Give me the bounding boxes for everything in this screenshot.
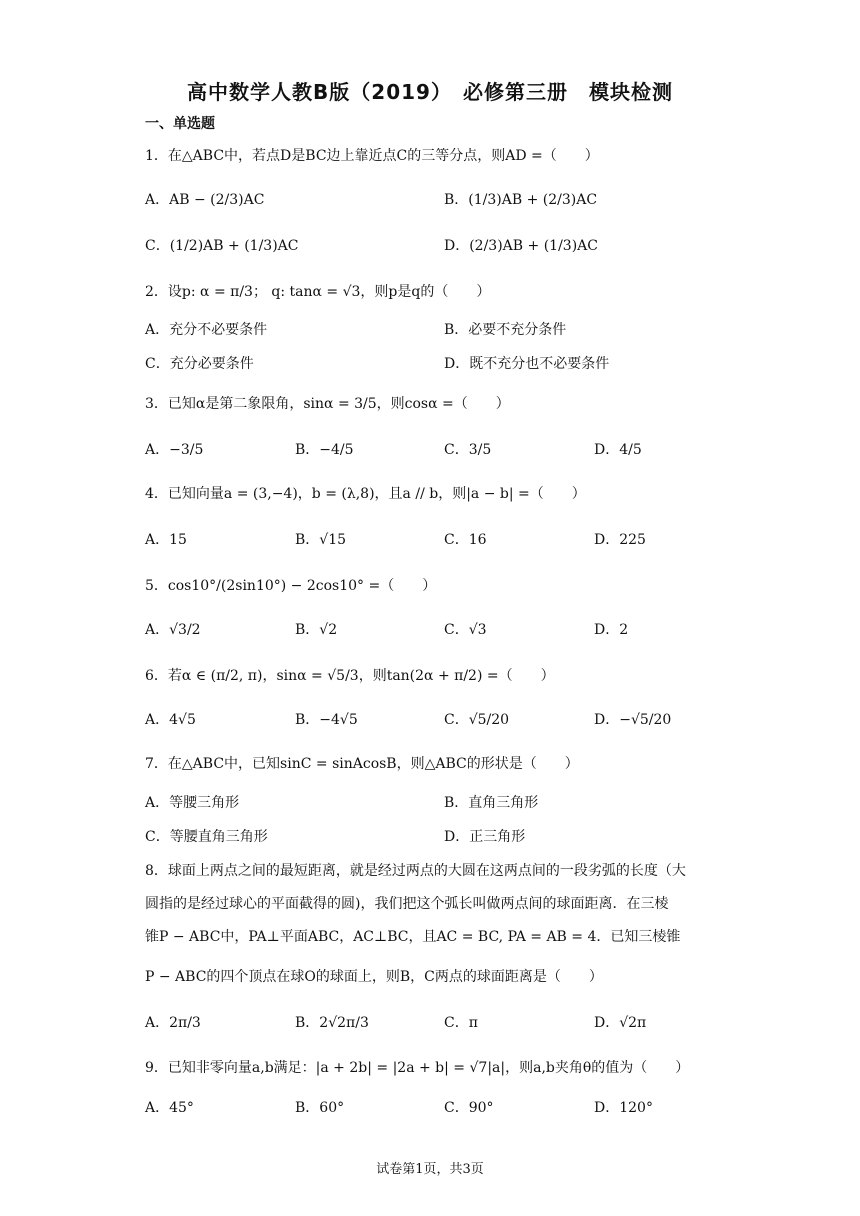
question-4-option-c: C．16 xyxy=(444,532,487,548)
question-2-option-c: C．充分必要条件 xyxy=(145,356,254,372)
question-3-option-b: B．−4/5 xyxy=(295,442,354,458)
question-6-option-c: C．√5/20 xyxy=(444,712,510,728)
question-9-stem: 9．已知非零向量a,b满足：|a + 2b| = |2a + b| = √7|a|，则a,b夹角θ的值为（ ） xyxy=(145,1060,690,1076)
question-7-option-d: D．正三角形 xyxy=(444,829,526,845)
question-5-option-b: B．√2 xyxy=(295,622,338,638)
question-8-line-4: P − ABC的四个顶点在球O的球面上，则B，C两点的球面距离是（ ） xyxy=(145,969,603,985)
question-9-option-a: A．45° xyxy=(145,1100,194,1116)
question-4-option-a: A．15 xyxy=(145,532,187,548)
section-heading: 一、单选题 xyxy=(145,116,215,132)
question-8-option-a: A．2π/3 xyxy=(145,1015,201,1031)
question-6-stem: 6．若α ∈ (π/2, π)，sinα = √5/3，则tan(2α + π/2) =（ ） xyxy=(145,668,555,684)
question-9-option-d: D．120° xyxy=(594,1100,653,1116)
question-7-stem: 7．在△ABC中，已知sinC = sinAcosB，则△ABC的形状是（ ） xyxy=(145,756,579,772)
question-6-option-b: B．−4√5 xyxy=(295,712,358,728)
question-2-stem: 2．设p: α = π/3； q: tanα = √3，则p是q的（ ） xyxy=(145,284,491,300)
question-3-option-a: A．−3/5 xyxy=(145,442,204,458)
question-2-option-b: B．必要不充分条件 xyxy=(444,322,567,338)
question-8-option-d: D．√2π xyxy=(594,1015,647,1031)
question-9-option-b: B．60° xyxy=(295,1100,345,1116)
question-5-option-d: D．2 xyxy=(594,622,629,638)
question-8-line-1: 8．球面上两点之间的最短距离，就是经过两点的大圆在这两点间的一段劣弧的长度（大 xyxy=(145,863,686,879)
question-3-stem: 3．已知α是第二象限角，sinα = 3/5，则cosα =（ ） xyxy=(145,396,510,412)
question-5-option-a: A．√3/2 xyxy=(145,622,201,638)
question-5-stem: 5．cos10°/(2sin10°) − 2cos10° =（ ） xyxy=(145,578,437,594)
question-8-line-3: 锥P − ABC中，PA⊥平面ABC，AC⊥BC，且AC = BC, PA = AB = 4．已知三棱锥 xyxy=(145,929,681,945)
question-5-option-c: C．√3 xyxy=(444,622,487,638)
question-2-option-a: A．充分不必要条件 xyxy=(145,322,268,338)
question-4-option-b: B．√15 xyxy=(295,532,347,548)
question-2-option-d: D．既不充分也不必要条件 xyxy=(444,356,610,372)
question-6-option-a: A．4√5 xyxy=(145,712,196,728)
question-7-option-a: A．等腰三角形 xyxy=(145,795,240,811)
question-4-option-d: D．225 xyxy=(594,532,646,548)
question-3-option-d: D．4/5 xyxy=(594,442,642,458)
question-4-stem: 4．已知向量a = (3,−4)，b = (λ,8)，且a // b，则|a − b| =（ ） xyxy=(145,486,586,502)
question-1-option-c: C．(1/2)AB + (1/3)AC xyxy=(145,238,299,254)
question-6-option-d: D．−√5/20 xyxy=(594,712,672,728)
page-footer: 试卷第1页，共3页 xyxy=(376,1162,484,1177)
question-7-option-c: C．等腰直角三角形 xyxy=(145,829,268,845)
question-8-line-2: 圆指的是经过球心的平面截得的圆)，我们把这个弧长叫做两点间的球面距离．在三棱 xyxy=(145,896,669,912)
question-3-option-c: C．3/5 xyxy=(444,442,492,458)
question-1-option-a: A．AB − (2/3)AC xyxy=(145,192,265,208)
question-1-option-d: D．(2/3)AB + (1/3)AC xyxy=(444,238,598,254)
question-9-option-c: C．90° xyxy=(444,1100,494,1116)
page-title: 高中数学人教B版（2019） 必修第三册 模块检测 xyxy=(187,80,673,104)
question-8-option-b: B．2√2π/3 xyxy=(295,1015,369,1031)
question-1-stem: 1．在△ABC中，若点D是BC边上靠近点C的三等分点，则AD =（ ） xyxy=(145,148,599,164)
question-8-option-c: C．π xyxy=(444,1015,478,1031)
question-7-option-b: B．直角三角形 xyxy=(444,795,539,811)
question-1-option-b: B．(1/3)AB + (2/3)AC xyxy=(444,192,598,208)
